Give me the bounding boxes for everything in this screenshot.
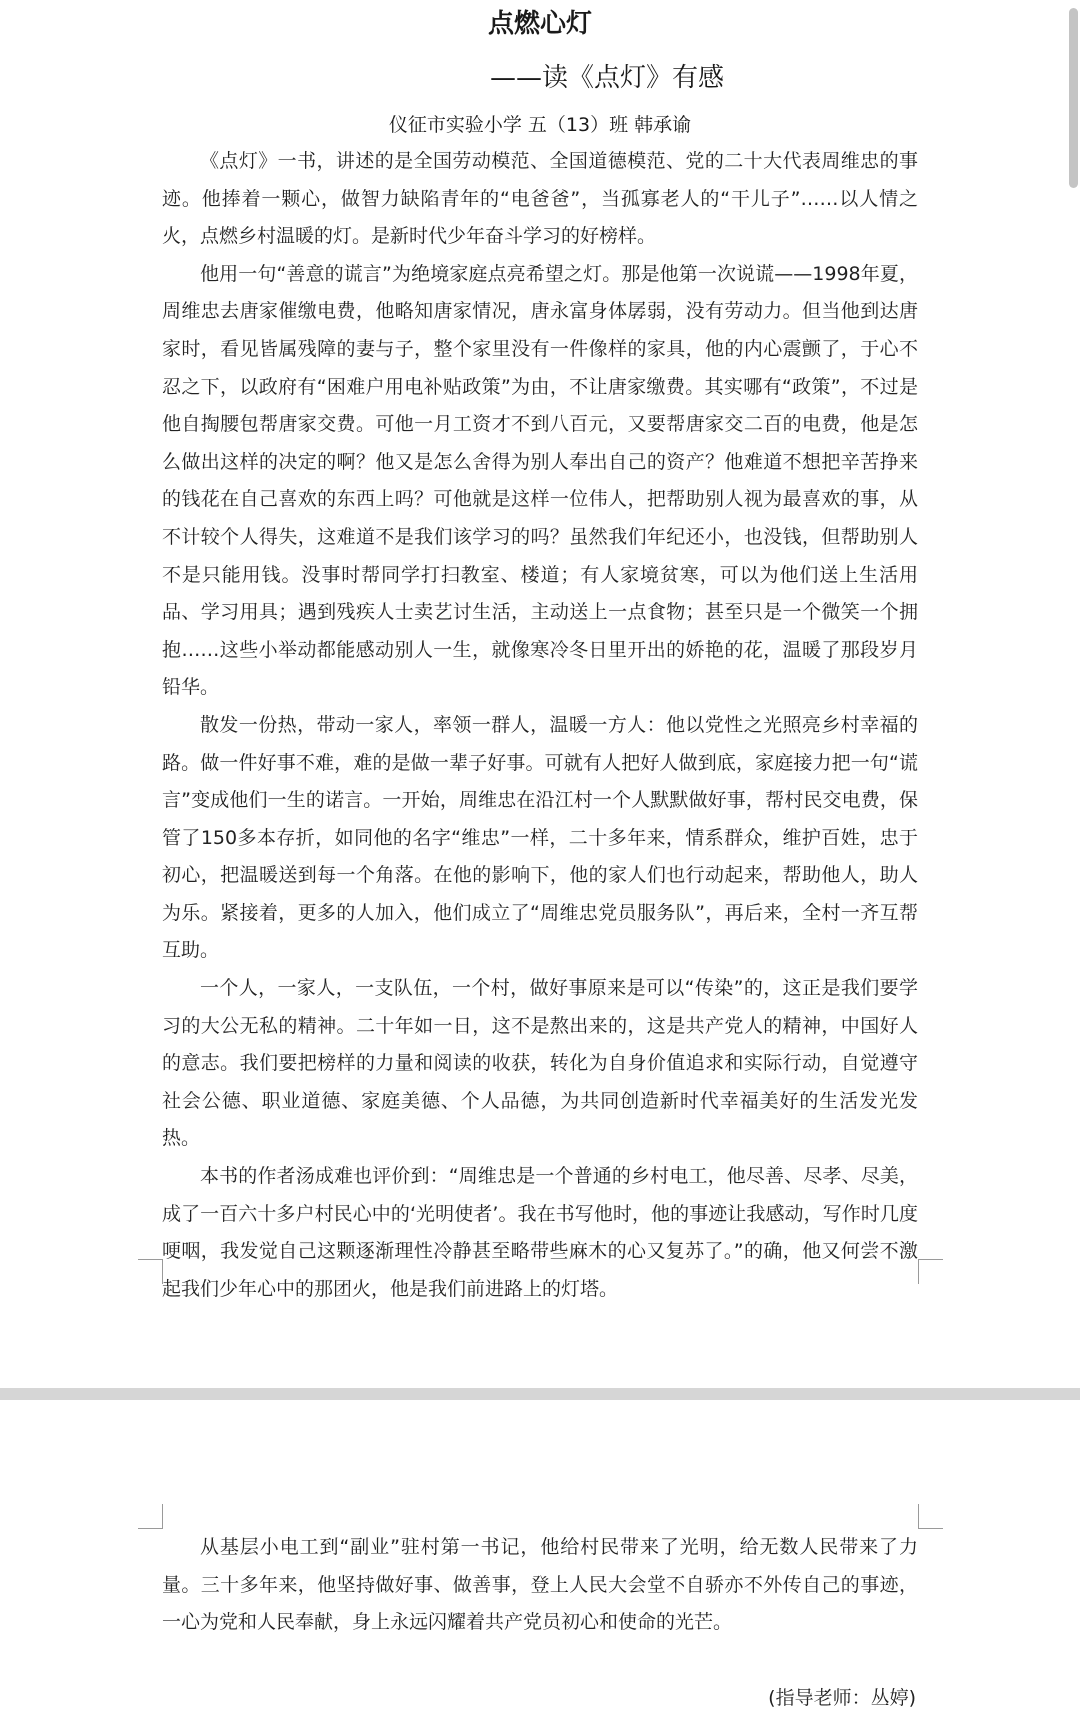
page-separator — [0, 1388, 1080, 1400]
paragraph-2: 他用一句“善意的谎言”为绝境家庭点亮希望之灯。那是他第一次说谎——1998年夏，周维忠去唐家催缴电费，他略知唐家情况，唐永富身体孱弱，没有劳动力。但当他到达唐家时，看见皆属残障的妻与子，整个家里没有一件像样的家具，他的内心震颤了，于心不忍之下，以政府有“困难户用电补贴政策”为由，不让唐家缴费。其实哪有“政策”，不过是他自掏腰包帮唐家交费。可他一月工资才不到八百元，又要帮唐家交二百的电费，他是怎么做出这样的决定的啊？他又是怎么舍得为别人奉出自己的资产？他难道不想把辛苦挣来的钱花在自己喜欢的东西上吗？可他就是这样一位伟人，把帮助别人视为最喜欢的事，从不计较个人得失，这难道不是我们该学习的吗？虽然我们年纪还小，也没钱，但帮助别人不是只能用钱。没事时帮同学打扫教室、楼道；有人家境贫寒，可以为他们送上生活用品、学习用具；遇到残疾人士卖艺讨生活，主动送上一点食物；甚至只是一个微笑一个拥抱……这些小举动都能感动别人一生，就像寒冷冬日里开出的娇艳的花，温暖了那段岁月铅华。 — [162, 262, 918, 699]
scrollbar-thumb[interactable] — [1069, 8, 1078, 188]
page-corner-mark-top-left — [138, 1504, 163, 1529]
paragraph-3: 散发一份热，带动一家人，率领一群人，温暖一方人：他以党性之光照亮乡村幸福的路。做一件好事不难，难的是做一辈子好事。可就有人把好人做到底，家庭接力把一句“谎言”变成他们一生的诺言。一开始，周维忠在沿江村一个人默默做好事，帮村民交电费，保管了150多本存折，如同他的名字“维忠”一样，二十多年来，情系群众，维护百姓，忠于初心，把温暖送到每一个角落。在他的影响下，他的家人们也行动起来，帮助他人，助人为乐。紧接着，更多的人加入，他们成立了“周维忠党员服务队”，再后来，全村一齐互帮互助。 — [162, 713, 918, 962]
page-corner-mark-top-right — [918, 1504, 943, 1529]
essay-subtitle: ——读《点灯》有感 — [490, 63, 725, 93]
paragraph-6: 从基层小电工到“副业”驻村第一书记，他给村民带来了光明，给无数人民带来了力量。三十多年来，他坚持做好事、做善事，登上人民大会堂不自骄亦不外传自己的事迹，一心为党和人民奉献，身上永远闪耀着共产党员初心和使命的光芒。 — [162, 1536, 918, 1634]
paragraph-5: 本书的作者汤成难也评价到：“周维忠是一个普通的乡村电工，他尽善、尽孝、尽美，成了一百六十多户村民心中的‘光明使者’。我在书写他时，他的事迹让我感动，写作时几度哽咽，我发觉自己这颗逐渐理性冷静甚至略带些麻木的心又复苏了。”的确，他又何尝不激起我们少年心中的那团火，他是我们前进路上的灯塔。 — [162, 1165, 918, 1300]
paragraph-4: 一个人，一家人，一支队伍，一个村，做好事原来是可以“传染”的，这正是我们要学习的大公无私的精神。二十年如一日，这不是熬出来的，这是共产党人的精神，中国好人的意志。我们要把榜样的力量和阅读的收获，转化为自身价值追求和实际行动，自觉遵守社会公德、职业道德、家庭美德、个人品德，为共同创造新时代幸福美好的生活发光发热。 — [162, 977, 918, 1150]
teacher-note: (指导老师：丛婷) — [768, 1687, 916, 1709]
paragraph-1: 《点灯》一书，讲述的是全国劳动模范、全国道德模范、党的二十大代表周维忠的事迹。他捧着一颗心，做智力缺陷青年的“电爸爸”，当孤寡老人的“干儿子”……以人情之火，点燃乡村温暖的灯。是新时代少年奋斗学习的好榜样。 — [162, 150, 918, 248]
page-2-body — [162, 1529, 918, 1642]
page-corner-mark-bottom-right — [918, 1259, 943, 1284]
essay-body — [162, 143, 918, 1308]
page-corner-mark-bottom-left — [138, 1259, 163, 1284]
essay-title: 点燃心灯 — [487, 9, 592, 39]
author-line: 仪征市实验小学 五（13）班 韩承谕 — [388, 114, 692, 136]
